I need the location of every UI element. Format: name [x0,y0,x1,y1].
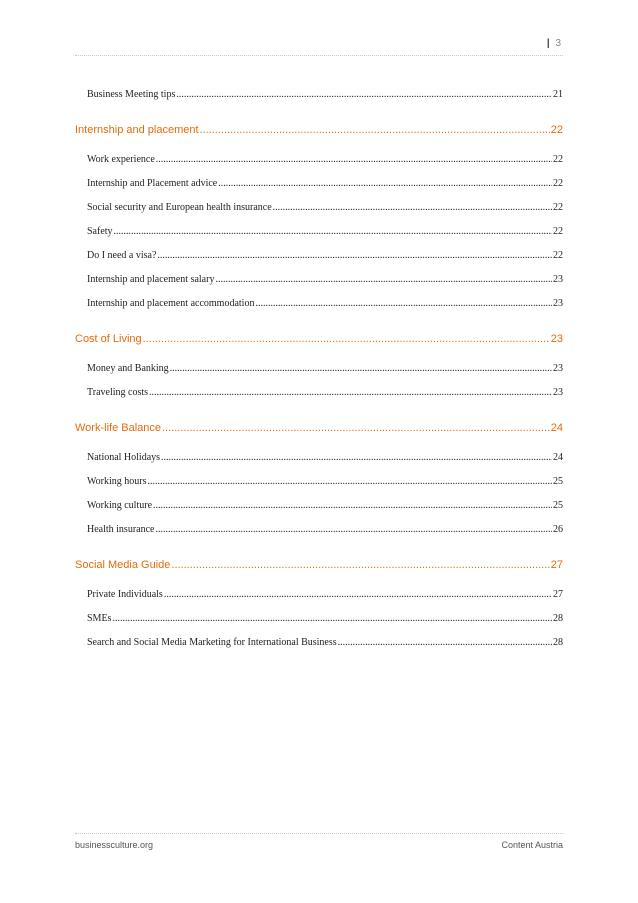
toc-entry-page: 22 [553,154,563,165]
toc-entry-title: Safety [87,226,113,237]
toc-leader [164,583,552,607]
toc-leader [273,196,552,220]
toc-entry[interactable] [75,220,563,244]
toc-entry-title: Internship and placement accommodation [87,298,255,309]
toc-entry-page: 22 [553,226,563,237]
toc-leader [156,148,552,172]
toc-entry-title: Traveling costs [87,387,149,398]
toc-section-work-life-balance[interactable] [75,415,563,441]
toc-leader [155,518,552,542]
toc-entry[interactable] [75,196,563,220]
toc-entry-page: 23 [553,298,563,309]
toc-entry[interactable] [75,518,563,542]
toc-entry-page: 25 [553,476,563,487]
toc-entry-title: Working culture [87,500,153,511]
toc-leader [255,292,552,316]
toc-section-social-media-guide[interactable] [75,552,563,578]
toc-leader [218,172,552,196]
toc-leader [215,268,552,292]
page-header [547,38,561,49]
toc-entry-title: Internship and placement salary [87,274,215,285]
toc-leader [153,494,552,518]
toc-entry-title: Private Individuals [87,589,163,600]
toc-entry-page: 21 [553,89,563,100]
toc-leader [176,83,552,107]
toc-entry-page: 27 [553,589,563,600]
toc-entry[interactable] [75,607,563,631]
footer-title: Content Austria [501,840,563,850]
toc-leader [157,244,552,268]
toc-entry[interactable] [75,357,563,381]
toc-entry[interactable] [75,172,563,196]
toc-entry-page: 23 [553,363,563,374]
toc-section-page: 24 [550,422,563,434]
toc-section-title: Social Media Guide [75,559,171,571]
toc-leader [149,381,552,405]
toc-entry-page: 22 [553,250,563,261]
toc-entry-title: Work experience [87,154,155,165]
toc-entry[interactable] [75,381,563,405]
toc-entry-title: Working hours [87,476,147,487]
toc-entry-title: Business Meeting tips [87,89,176,100]
toc-entry-title: Search and Social Media Marketing for International Business [87,637,337,648]
toc-entry-page: 25 [553,500,563,511]
toc-entry-page: 26 [553,524,563,535]
table-of-contents [75,83,563,655]
toc-leader [114,220,552,244]
toc-section-page: 22 [550,124,563,136]
toc-entry[interactable] [75,494,563,518]
toc-leader [171,552,549,578]
toc-leader [112,607,552,631]
toc-entry[interactable] [75,446,563,470]
toc-entry-page: 22 [553,178,563,189]
toc-entry[interactable] [75,268,563,292]
toc-entry[interactable] [75,583,563,607]
toc-leader [338,631,552,655]
page-number: 3 [555,38,561,49]
toc-entry-title: Do I need a visa? [87,250,157,261]
toc-entry-title: SMEs [87,613,112,624]
toc-entry-business-meeting-tips[interactable] [75,83,563,107]
toc-section-internship[interactable] [75,117,563,143]
footer-website: businessculture.org [75,840,154,850]
toc-leader [170,357,552,381]
toc-entry[interactable] [75,292,563,316]
toc-entry[interactable] [75,148,563,172]
toc-entry-title: Social security and European health insurance [87,202,272,213]
toc-section-cost-of-living[interactable] [75,326,563,352]
toc-entry-page: 23 [553,274,563,285]
toc-section-title: Internship and placement [75,124,199,136]
toc-entry-page: 23 [553,387,563,398]
toc-entry[interactable] [75,244,563,268]
toc-entry-title: Money and Banking [87,363,169,374]
toc-section-title: Cost of Living [75,333,142,345]
toc-leader [161,446,552,470]
toc-entry-title: Internship and Placement advice [87,178,218,189]
header-rule [75,55,563,56]
footer-rule [75,833,563,834]
toc-entry-page: 28 [553,637,563,648]
toc-entry-page: 28 [553,613,563,624]
toc-section-page: 27 [550,559,563,571]
page-footer [75,840,563,850]
toc-leader [200,117,550,143]
toc-entry-page: 24 [553,452,563,463]
toc-leader [143,326,550,352]
toc-entry-title: National Holidays [87,452,161,463]
toc-section-title: Work-life Balance [75,422,161,434]
toc-entry-page: 22 [553,202,563,213]
toc-entry[interactable] [75,631,563,655]
header-bar: | [546,38,550,49]
toc-entry-title: Health insurance [87,524,155,535]
toc-section-page: 23 [550,333,563,345]
toc-entry[interactable] [75,470,563,494]
toc-leader [162,415,550,441]
toc-leader [147,470,552,494]
